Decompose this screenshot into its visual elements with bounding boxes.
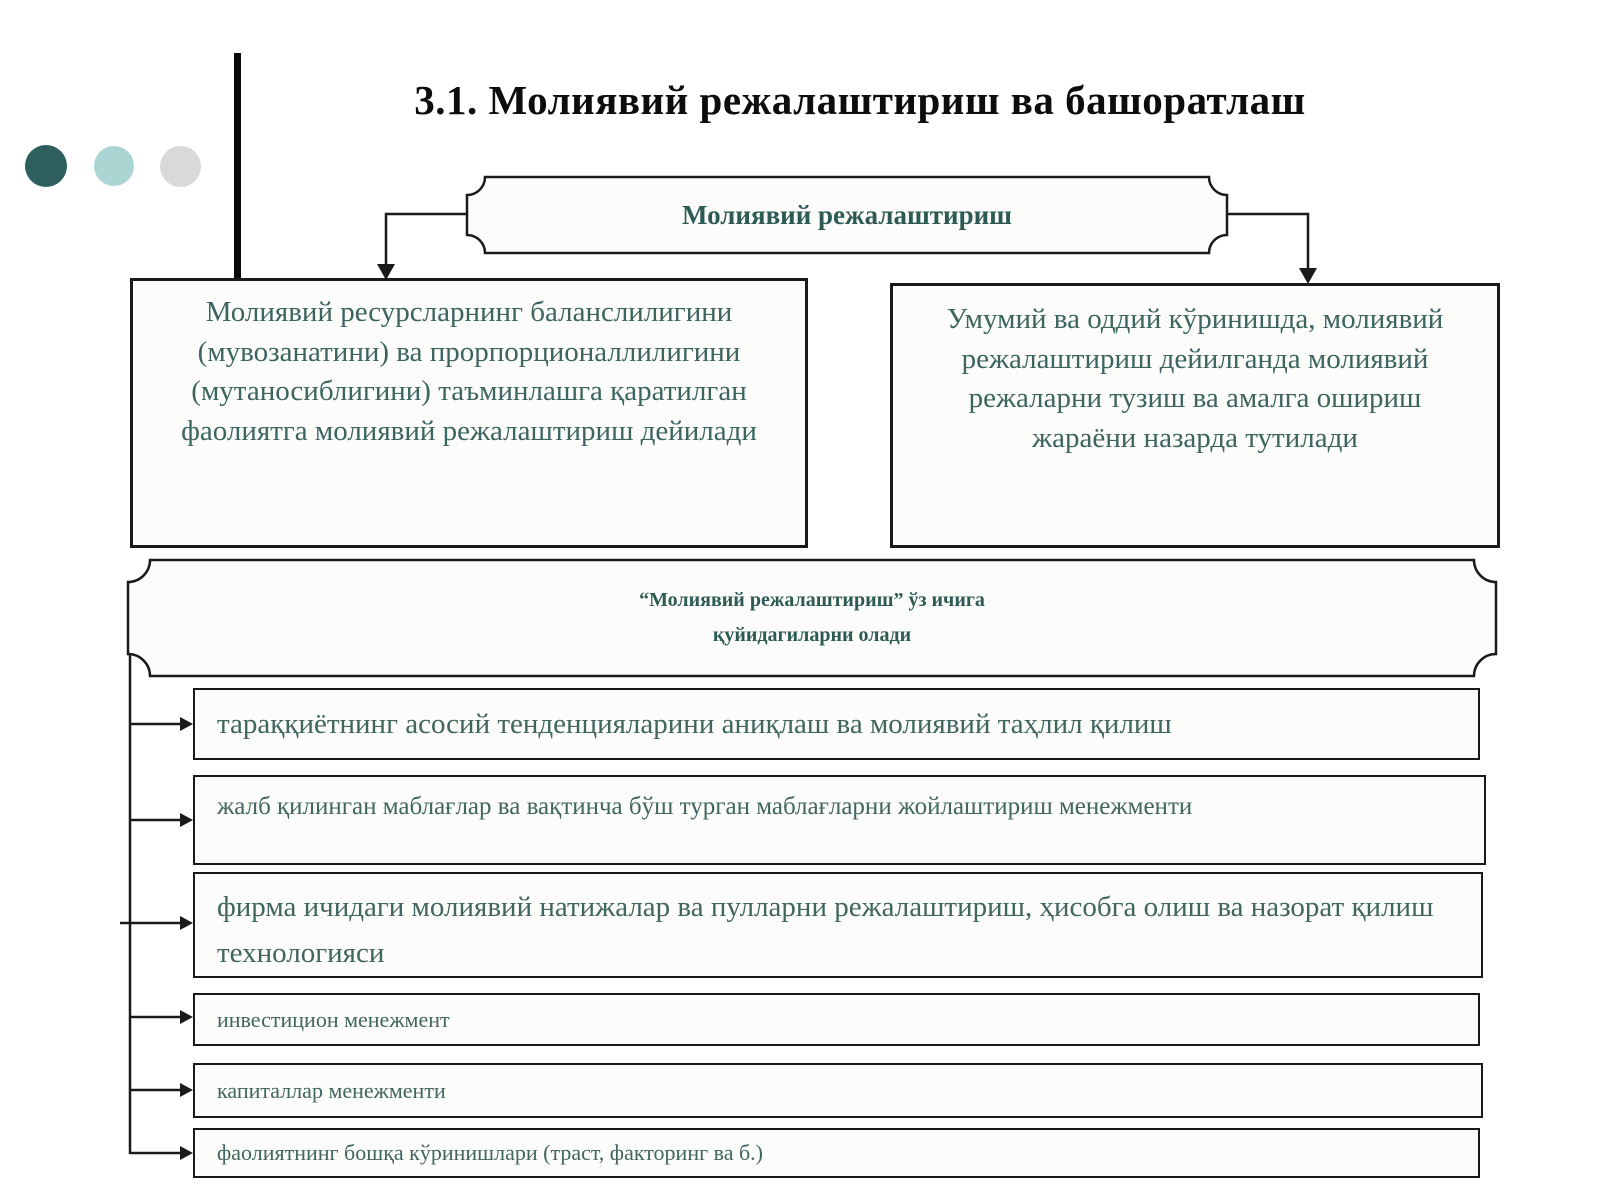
decor-circle-gray [160,146,201,187]
list-item: тараққиётнинг асосий тенденцияларини аниқлаш ва молиявий таҳлил қилиш [193,688,1480,760]
definition-box-right: Умумий ва оддий кўринишда, молиявий режалаштириш дейилганда молиявий режаларни тузиш ва амалга ошириш жараёни назарда тутилади [890,283,1500,548]
connector-top-left [386,214,467,266]
list-item: фирма ичидаги молиявий натижалар ва пулларни режалаштириш, ҳисобга олиш ва назорат қилиш технологияси [193,872,1483,978]
item-arrows [120,717,193,1160]
decor-circle-light [94,146,134,186]
list-item: фаолиятнинг бошқа кўринишлари (траст, факторинг ва б.) [193,1128,1480,1178]
top-banner-label: Молиявий режалаштириш [682,199,1012,230]
includes-banner-line2: қуйидагиларни олади [712,624,912,646]
connector-top-right [1227,214,1308,270]
definition-box-left: Молиявий ресурсларнинг баланслилигини (мувозанатини) ва прорпорционаллилигини (мутаносиблигини) таъминлашга қаратилган фаолиятга молиявий режалаштириш дейилади [130,278,808,548]
page-title: 3.1. Молиявий режалаштириш ва башоратлаш [414,77,1306,123]
includes-banner-line1: “Молиявий режалаштириш” ўз ичига [639,589,985,611]
includes-banner-plaque [128,560,1496,676]
list-item: капиталлар менежменти [193,1063,1483,1118]
list-item: жалб қилинган маблағлар ва вақтинча бўш турган маблағларни жойлаштириш менежменти [193,775,1486,865]
arrowhead-right-icon [1299,268,1317,284]
decor-circle-dark [25,145,67,187]
includes-banner-label [128,560,1496,676]
list-item: инвестицион менежмент [193,993,1480,1046]
top-banner-plaque [467,177,1227,253]
